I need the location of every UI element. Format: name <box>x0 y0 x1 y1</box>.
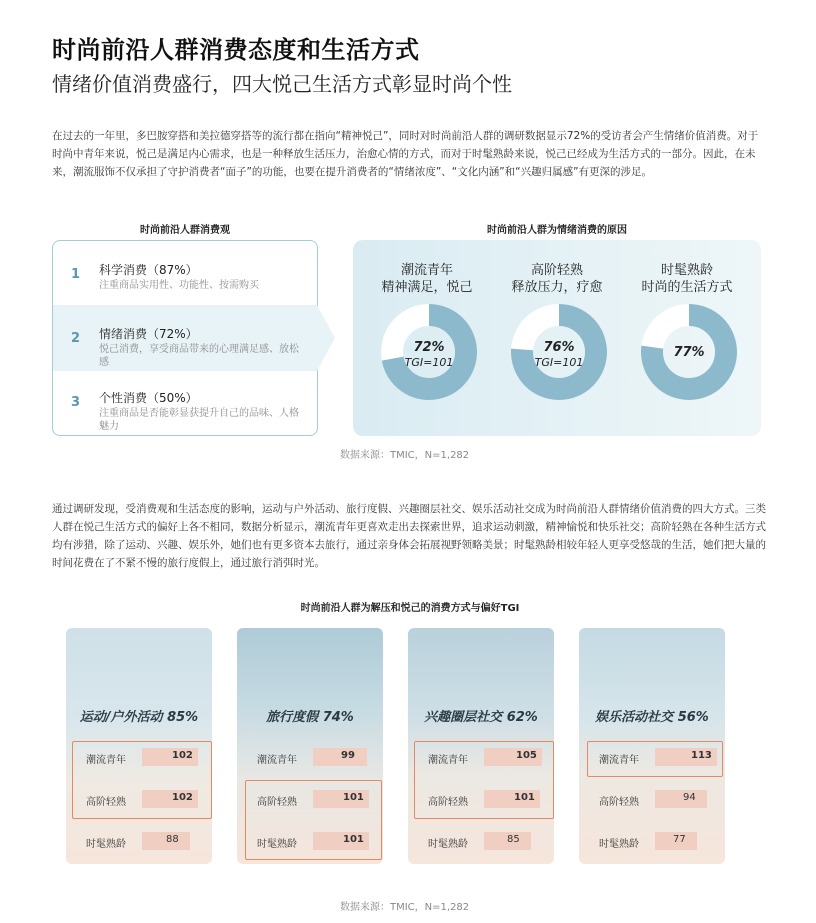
intro-paragraph: 在过去的一年里，多巴胺穿搭和美拉德穿搭等的流行都在指向“精神悦己”，同时对时尚前沿人群的调研数据显示72%的受访者会产生情绪价值消费。对于时尚中青年来说，悦己是满足内心需求，也是一种释放生活压力，治愈心情的方式，而对于时髦熟龄来说，悦己已经成为生活方式的一部分。因此，在未来，潮流服饰不仅承担了守护消费者“面子”的功能，也要在提升消费者的“情绪浓度”、“文化内涵”和“兴趣归属感”有更深的涉足。 <box>52 130 759 178</box>
reason-group <box>367 240 487 436</box>
tgi-value: 102 <box>172 792 193 803</box>
tgi-row <box>237 738 383 778</box>
donut-percent: 77% <box>673 345 705 360</box>
reason-text: 释放压力，疗愈 <box>511 280 603 295</box>
reason-segment: 高阶轻熟 <box>530 263 583 278</box>
donut-chart <box>641 304 737 400</box>
way-panel-title: 兴趣圈层社交 62% <box>424 710 538 725</box>
data-source: 数据来源：TMIC，N=1,282 <box>340 450 470 461</box>
tgi-value: 101 <box>343 834 364 845</box>
page-title: 时尚前沿人群消费态度和生活方式 <box>52 36 420 64</box>
tgi-value: 99 <box>341 750 355 761</box>
highlight-box <box>587 741 723 777</box>
way-panel <box>66 628 212 864</box>
ways-section-title: 时尚前沿人群为解压和悦己的消费方式与偏好TGI <box>300 603 520 614</box>
tgi-row-label: 高阶轻熟 <box>257 797 297 808</box>
attitude-item-name: 个性消费（50%） <box>99 391 198 405</box>
tgi-row-label: 潮流青年 <box>599 755 639 766</box>
attitude-item-highlighted <box>53 305 317 371</box>
attitude-item-desc: 悦己消费，享受商品带来的心理满足感、放松感 <box>99 344 299 368</box>
donut-percent: 72% <box>413 340 445 355</box>
reason-group <box>497 240 617 436</box>
way-panel-title: 运动/户外活动 85% <box>79 710 199 725</box>
tgi-row <box>408 822 554 862</box>
donut-chart <box>511 304 607 400</box>
tgi-row <box>66 822 212 862</box>
attitude-item-name: 科学消费（87%） <box>99 263 198 277</box>
attitude-item-desc: 注重商品实用性、功能性、按需购买 <box>99 280 259 291</box>
tgi-bar <box>313 748 367 766</box>
tgi-row-label: 时髦熟龄 <box>257 839 297 850</box>
tgi-bar <box>655 790 707 808</box>
tgi-value: 105 <box>516 750 537 761</box>
highlight-box <box>245 780 382 860</box>
tgi-row-label: 时髦熟龄 <box>599 839 639 850</box>
tgi-row-label: 时髦熟龄 <box>86 839 126 850</box>
reason-text: 时尚的生活方式 <box>641 280 733 295</box>
reason-group <box>627 240 747 436</box>
attitude-item <box>53 241 317 307</box>
tgi-value: 94 <box>683 792 696 803</box>
tgi-row-label: 高阶轻熟 <box>599 797 639 808</box>
reason-segment: 潮流青年 <box>400 263 453 278</box>
reason-segment: 时髦熟龄 <box>660 263 713 278</box>
page-subtitle: 情绪价值消费盛行，四大悦己生活方式彰显时尚个性 <box>52 72 512 96</box>
highlight-box <box>72 741 212 819</box>
tgi-row-label: 潮流青年 <box>86 755 126 766</box>
way-panel <box>408 628 554 864</box>
donut-tgi: TGI=101 <box>404 356 454 369</box>
way-panel <box>237 628 383 864</box>
way-panel-title: 旅行度假 74% <box>266 710 354 725</box>
attitude-item-name: 情绪消费（72%） <box>99 327 198 341</box>
tgi-row-label: 潮流青年 <box>257 755 297 766</box>
tgi-row <box>579 822 725 862</box>
attitude-item-number: 3 <box>71 395 81 410</box>
attitude-item <box>53 369 317 435</box>
tgi-value: 101 <box>343 792 364 803</box>
tgi-row-label: 高阶轻熟 <box>428 797 468 808</box>
tgi-row-label: 高阶轻熟 <box>86 797 126 808</box>
tgi-value: 113 <box>691 750 712 761</box>
attitude-card <box>52 240 318 436</box>
reason-label <box>497 262 617 296</box>
attitude-section-title: 时尚前沿人群消费观 <box>140 225 230 236</box>
donut-percent: 76% <box>543 340 575 355</box>
tgi-value: 102 <box>172 750 193 761</box>
tgi-row-label: 时髦熟龄 <box>428 839 468 850</box>
way-panel-title: 娱乐活动社交 56% <box>595 710 709 725</box>
attitude-item-number: 1 <box>71 267 81 282</box>
data-source: 数据来源：TMIC，N=1,282 <box>340 902 470 913</box>
reason-label <box>627 262 747 296</box>
donut-chart <box>381 304 477 400</box>
way-panel <box>579 628 725 864</box>
tgi-row <box>579 780 725 820</box>
donut-tgi: TGI=101 <box>534 356 584 369</box>
reasons-card <box>353 240 761 436</box>
reason-text: 精神满足，悦己 <box>381 280 473 295</box>
reason-label <box>367 262 487 296</box>
findings-paragraph: 通过调研发现，受消费观和生活态度的影响，运动与户外活动、旅行度假、兴趣圈层社交、娱乐活动社交成为时尚前沿人群情绪价值消费的四大方式。三类人群在悦己生活方式的偏好上各不相同，数据分析显示，潮流青年更喜欢走出去探索世界，追求运动刺激，精神愉悦和快乐社交；高阶轻熟在各种生活方式均有涉猎，除了运动、兴趣、娱乐外，她们也有更多资本去旅行，通过亲身体会拓展视野领略美景；时髦熟龄相较年轻人更享受悠哉的生活，她们把大量的时间花费在了不紧不慢的旅行度假上，通过旅行消弭时光。 <box>52 503 766 569</box>
tgi-value: 88 <box>166 834 179 845</box>
tgi-row-label: 潮流青年 <box>428 755 468 766</box>
attitude-item-number: 2 <box>71 331 81 346</box>
arrow-right-icon <box>317 305 335 371</box>
tgi-value: 101 <box>514 792 535 803</box>
tgi-value: 77 <box>673 834 686 845</box>
tgi-value: 85 <box>507 834 520 845</box>
attitude-item-desc: 注重商品是否能彰显获提升自己的品味、人格魅力 <box>99 408 299 432</box>
reasons-section-title: 时尚前沿人群为情绪消费的原因 <box>487 225 627 236</box>
highlight-box <box>414 741 554 819</box>
